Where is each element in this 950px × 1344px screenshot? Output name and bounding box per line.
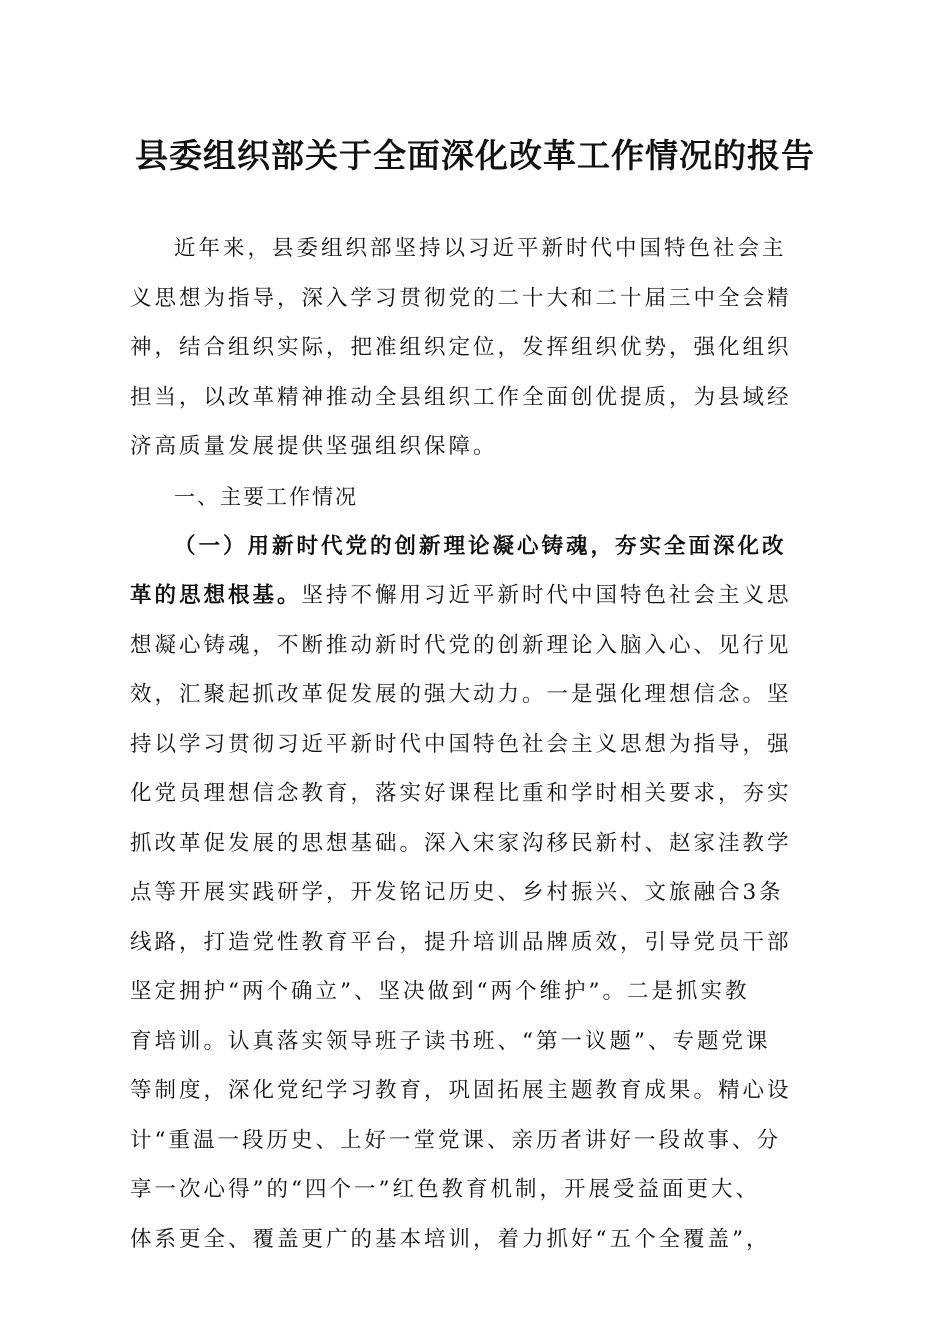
paragraph-line: 担当，以改革精神推动全县组织工作全面创优提质，为县域经: [130, 385, 792, 410]
paragraph-line: 点等开展实践研学，开发铭记历史、乡村振兴、文旅融合3条: [130, 880, 784, 905]
paragraph-line: 效，汇聚起抓改革促发展的强大动力。一是强化理想信念。坚: [130, 682, 792, 707]
paragraph-line: 抓改革促发展的思想基础。深入宋家沟移民新村、赵家洼教学: [130, 831, 792, 856]
paragraph-line: 计“重温一段历史、上好一堂党课、亲历者讲好一段故事、分: [130, 1128, 781, 1153]
document-title: 县委组织部关于全面深化改革工作情况的报告: [135, 136, 815, 175]
paragraph-line: 化党员理想信念教育，落实好课程比重和学时相关要求，夯实: [130, 781, 792, 806]
subsection-heading: （一）用新时代党的创新理论凝心铸魂，夯实全面深化改: [174, 534, 787, 559]
paragraph-line: [130, 575, 822, 617]
paragraph-line: 线路，打造党性教育平台，提升培训品牌质效，引导党员干部: [130, 930, 792, 955]
subsection-heading-end: 革的思想根基。: [130, 583, 302, 608]
paragraph-line: 坚定拥护“两个确立”、坚决做到“两个维护”。二是抓实教: [130, 979, 750, 1004]
paragraph-line: 义思想为指导，深入学习贯彻党的二十大和二十届三中全会精: [130, 286, 792, 311]
paragraph-line: 享一次心得”的“四个一”红色教育机制，开展受益面更大、: [130, 1177, 760, 1202]
paragraph-line: 济高质量发展提供坚强组织保障。: [130, 434, 498, 459]
paragraph-line: 近年来，县委组织部坚持以习近平新时代中国特色社会主: [174, 236, 787, 261]
paragraph-text: 坚持不懈用习近平新时代中国特色社会主义思: [301, 583, 792, 608]
section-heading: 一、主要工作情况: [174, 485, 358, 509]
paragraph-line: 持以学习贯彻习近平新时代中国特色社会主义思想为指导，强: [130, 732, 792, 757]
paragraph-line: 等制度，深化党纪学习教育，巩固拓展主题教育成果。精心设: [130, 1078, 792, 1103]
paragraph-line: 育培训。认真落实领导班子读书班、“第一议题”、专题党课: [130, 1029, 771, 1054]
paragraph-line: 神，结合组织实际，把准组织定位，发挥组织优势，强化组织: [130, 335, 792, 360]
paragraph-line: 体系更全、覆盖更广的基本培训，着力抓好“五个全覆盖”，: [130, 1227, 771, 1252]
paragraph-line: 想凝心铸魂，不断推动新时代党的创新理论入脑入心、见行见: [130, 633, 792, 658]
